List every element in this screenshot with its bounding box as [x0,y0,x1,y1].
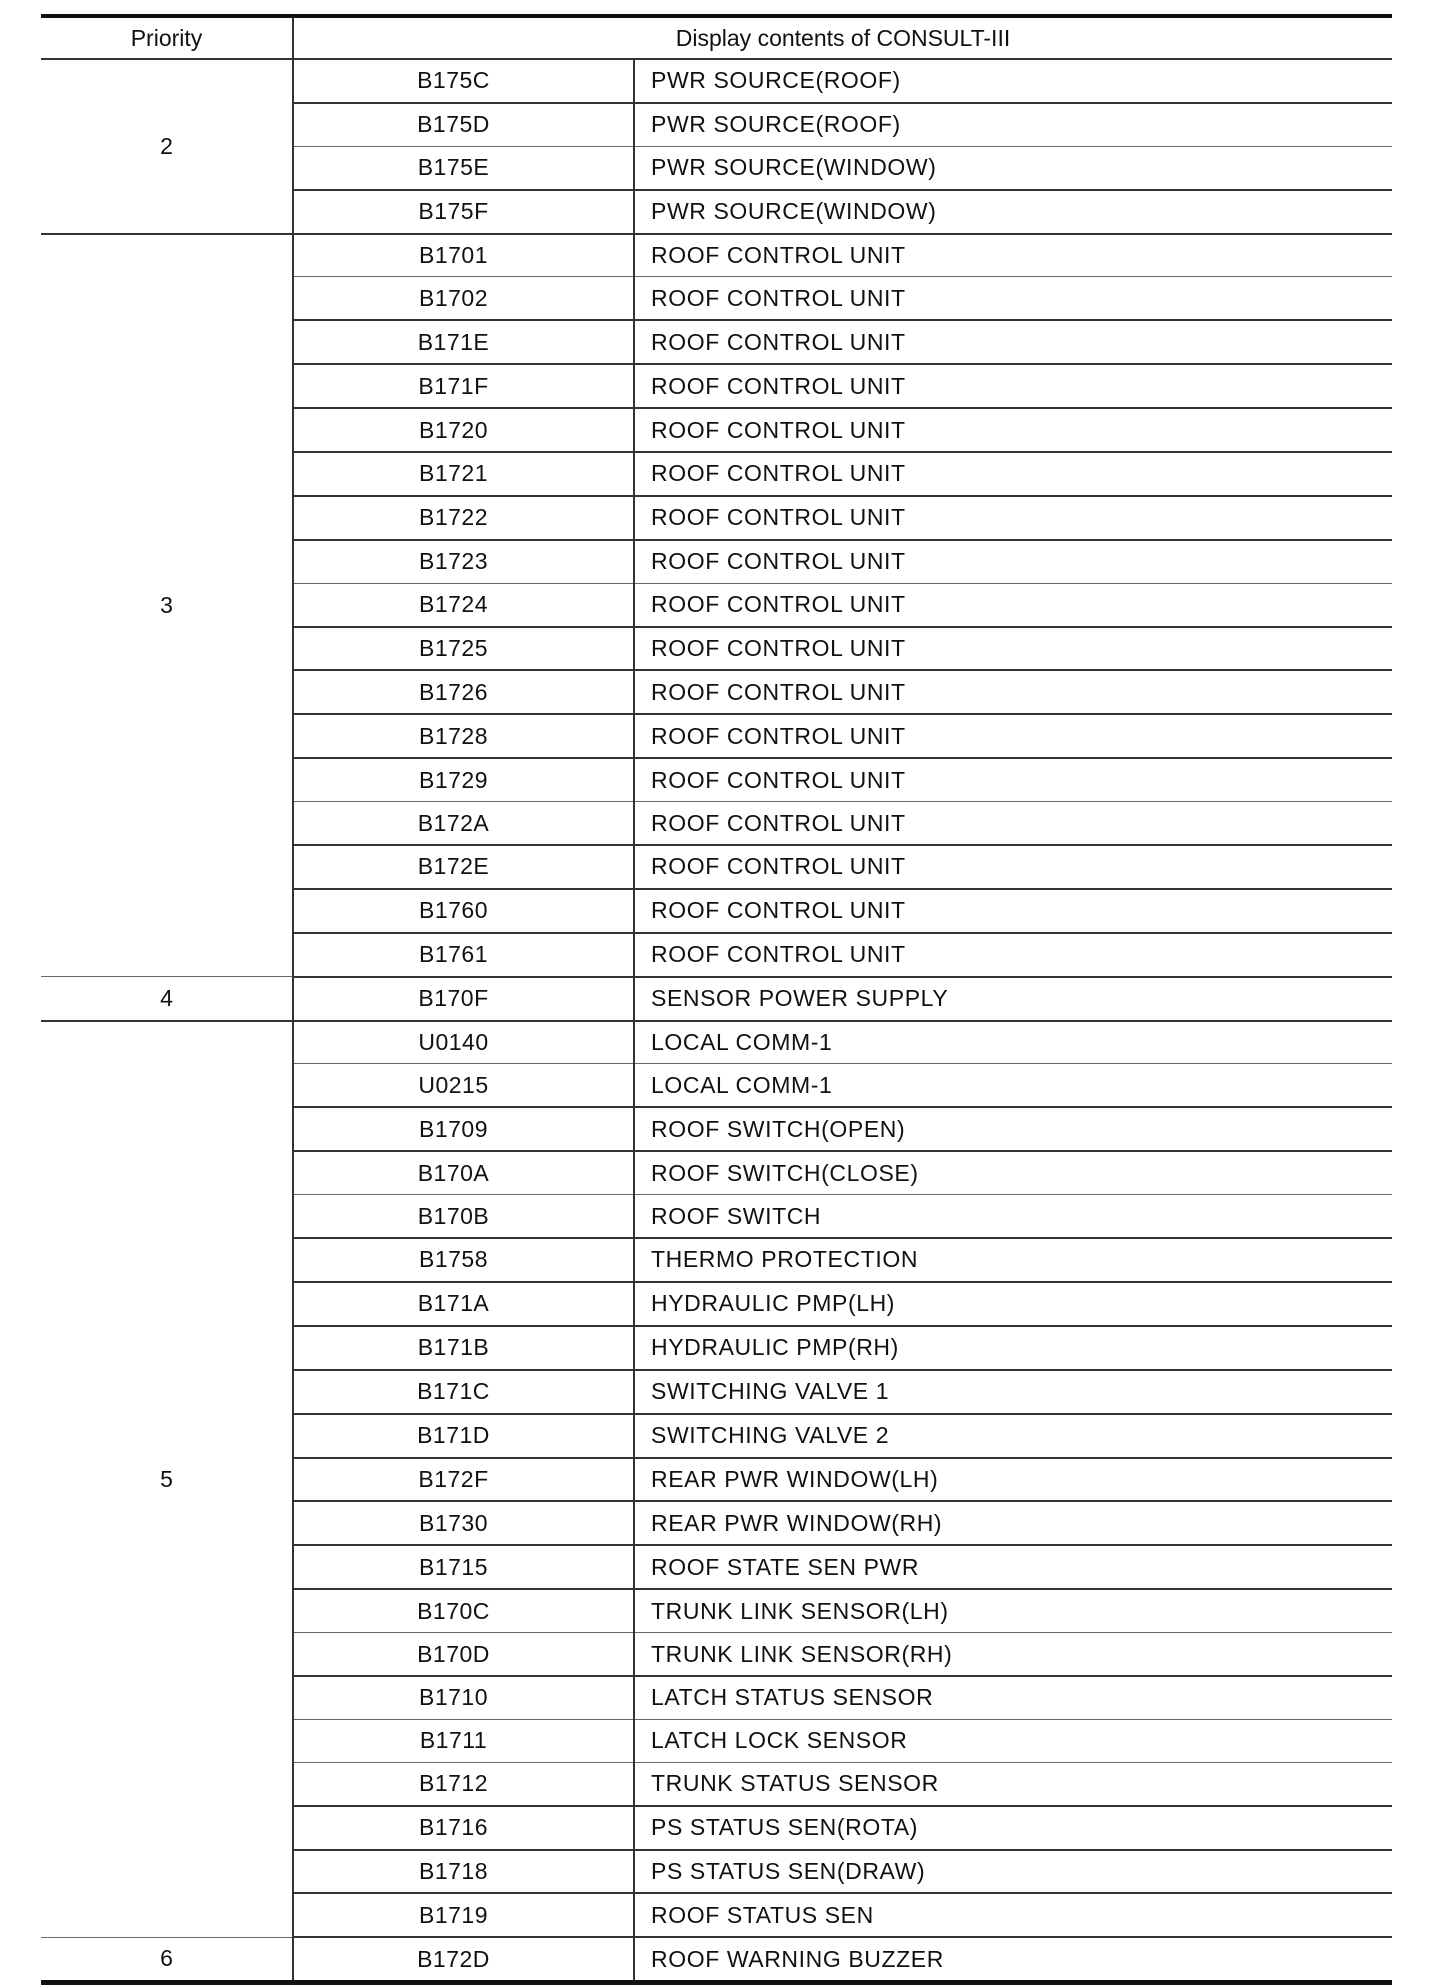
dtc-code-cell: B1710 [293,1676,634,1719]
display-contents-column-header: Display contents of CONSULT-III [293,16,1392,59]
dtc-description-cell: ROOF CONTROL UNIT [634,933,1392,977]
dtc-code-cell: B172D [293,1937,634,1982]
dtc-description-cell: ROOF CONTROL UNIT [634,540,1392,583]
dtc-description-cell: ROOF WARNING BUZZER [634,1937,1392,1982]
dtc-code-cell: B171F [293,364,634,408]
dtc-description-cell: PWR SOURCE(WINDOW) [634,190,1392,234]
dtc-description-cell: PWR SOURCE(ROOF) [634,103,1392,146]
dtc-code-cell: B1720 [293,408,634,452]
dtc-code-cell: B172F [293,1458,634,1502]
dtc-code-cell: B1760 [293,889,634,933]
dtc-code-cell: B175F [293,190,634,234]
dtc-code-cell: B1723 [293,540,634,583]
dtc-description-cell: LATCH STATUS SENSOR [634,1676,1392,1719]
priority-cell: 2 [41,59,293,234]
table-header-row [41,16,1392,59]
dtc-description-cell: TRUNK LINK SENSOR(LH) [634,1589,1392,1632]
table-row [41,977,1392,1021]
dtc-code-cell: B1726 [293,670,634,714]
dtc-description-cell: ROOF SWITCH(CLOSE) [634,1151,1392,1194]
dtc-description-cell: ROOF CONTROL UNIT [634,670,1392,714]
dtc-description-cell: ROOF CONTROL UNIT [634,889,1392,933]
dtc-code-cell: B1709 [293,1107,634,1151]
dtc-description-cell: ROOF CONTROL UNIT [634,277,1392,320]
dtc-description-cell: ROOF CONTROL UNIT [634,234,1392,277]
dtc-description-cell: ROOF STATE SEN PWR [634,1545,1392,1589]
dtc-code-cell: B1719 [293,1893,634,1937]
dtc-description-cell: ROOF CONTROL UNIT [634,452,1392,496]
dtc-description-cell: ROOF CONTROL UNIT [634,845,1392,889]
dtc-code-cell: B170C [293,1589,634,1632]
dtc-code-cell: B171B [293,1326,634,1370]
dtc-code-cell: B1715 [293,1545,634,1589]
dtc-description-cell: ROOF CONTROL UNIT [634,758,1392,801]
dtc-description-cell: TRUNK STATUS SENSOR [634,1762,1392,1805]
dtc-code-cell: B1718 [293,1850,634,1894]
dtc-description-cell: SWITCHING VALVE 2 [634,1414,1392,1458]
dtc-description-cell: TRUNK LINK SENSOR(RH) [634,1633,1392,1676]
dtc-code-cell: B1758 [293,1238,634,1282]
dtc-code-cell: B1721 [293,452,634,496]
dtc-description-cell: ROOF SWITCH(OPEN) [634,1107,1392,1151]
dtc-description-cell: PWR SOURCE(WINDOW) [634,146,1392,189]
dtc-description-cell: ROOF CONTROL UNIT [634,627,1392,671]
dtc-code-cell: B171D [293,1414,634,1458]
dtc-description-cell: THERMO PROTECTION [634,1238,1392,1282]
dtc-description-cell: ROOF CONTROL UNIT [634,714,1392,758]
dtc-code-cell: B170D [293,1633,634,1676]
dtc-description-cell: REAR PWR WINDOW(LH) [634,1458,1392,1502]
dtc-description-cell: ROOF CONTROL UNIT [634,583,1392,626]
dtc-code-cell: B175C [293,59,634,103]
table-row [41,1021,1392,1064]
dtc-code-cell: B1725 [293,627,634,671]
dtc-description-cell: LOCAL COMM-1 [634,1021,1392,1064]
dtc-description-cell: SENSOR POWER SUPPLY [634,977,1392,1021]
dtc-code-cell: B170F [293,977,634,1021]
dtc-code-cell: B171A [293,1282,634,1326]
dtc-code-cell: B1729 [293,758,634,801]
dtc-code-cell: B171C [293,1370,634,1414]
priority-cell: 5 [41,1021,293,1938]
dtc-description-cell: REAR PWR WINDOW(RH) [634,1501,1392,1545]
dtc-description-cell: ROOF CONTROL UNIT [634,802,1392,845]
dtc-description-cell: ROOF CONTROL UNIT [634,320,1392,364]
dtc-code-cell: B175E [293,146,634,189]
dtc-description-cell: HYDRAULIC PMP(RH) [634,1326,1392,1370]
dtc-code-cell: B1716 [293,1806,634,1850]
dtc-code-cell: B1701 [293,234,634,277]
dtc-code-cell: U0215 [293,1064,634,1107]
dtc-code-cell: B1722 [293,496,634,540]
dtc-description-cell: LATCH LOCK SENSOR [634,1719,1392,1762]
dtc-description-cell: LOCAL COMM-1 [634,1064,1392,1107]
dtc-description-cell: ROOF SWITCH [634,1195,1392,1238]
dtc-description-cell: ROOF CONTROL UNIT [634,408,1392,452]
dtc-code-cell: B1712 [293,1762,634,1805]
dtc-code-cell: B1711 [293,1719,634,1762]
table-row [41,234,1392,277]
dtc-description-cell: PWR SOURCE(ROOF) [634,59,1392,103]
table-row [41,59,1392,103]
dtc-code-cell: B170A [293,1151,634,1194]
dtc-description-cell: SWITCHING VALVE 1 [634,1370,1392,1414]
dtc-description-cell: PS STATUS SEN(ROTA) [634,1806,1392,1850]
dtc-code-cell: B1761 [293,933,634,977]
table-body [41,59,1392,1983]
dtc-code-cell: B171E [293,320,634,364]
dtc-code-cell: B1728 [293,714,634,758]
dtc-priority-table [41,14,1392,1985]
priority-cell: 3 [41,234,293,977]
table-row [41,1937,1392,1982]
dtc-description-cell: ROOF STATUS SEN [634,1893,1392,1937]
priority-cell: 4 [41,977,293,1021]
priority-cell: 6 [41,1937,293,1982]
dtc-code-cell: B1730 [293,1501,634,1545]
dtc-description-cell: HYDRAULIC PMP(LH) [634,1282,1392,1326]
priority-column-header: Priority [41,16,293,59]
dtc-code-cell: B170B [293,1195,634,1238]
dtc-code-cell: B175D [293,103,634,146]
dtc-code-cell: B172E [293,845,634,889]
dtc-code-cell: U0140 [293,1021,634,1064]
dtc-description-cell: ROOF CONTROL UNIT [634,364,1392,408]
dtc-code-cell: B172A [293,802,634,845]
dtc-code-cell: B1702 [293,277,634,320]
dtc-code-cell: B1724 [293,583,634,626]
dtc-description-cell: ROOF CONTROL UNIT [634,496,1392,540]
dtc-description-cell: PS STATUS SEN(DRAW) [634,1850,1392,1894]
